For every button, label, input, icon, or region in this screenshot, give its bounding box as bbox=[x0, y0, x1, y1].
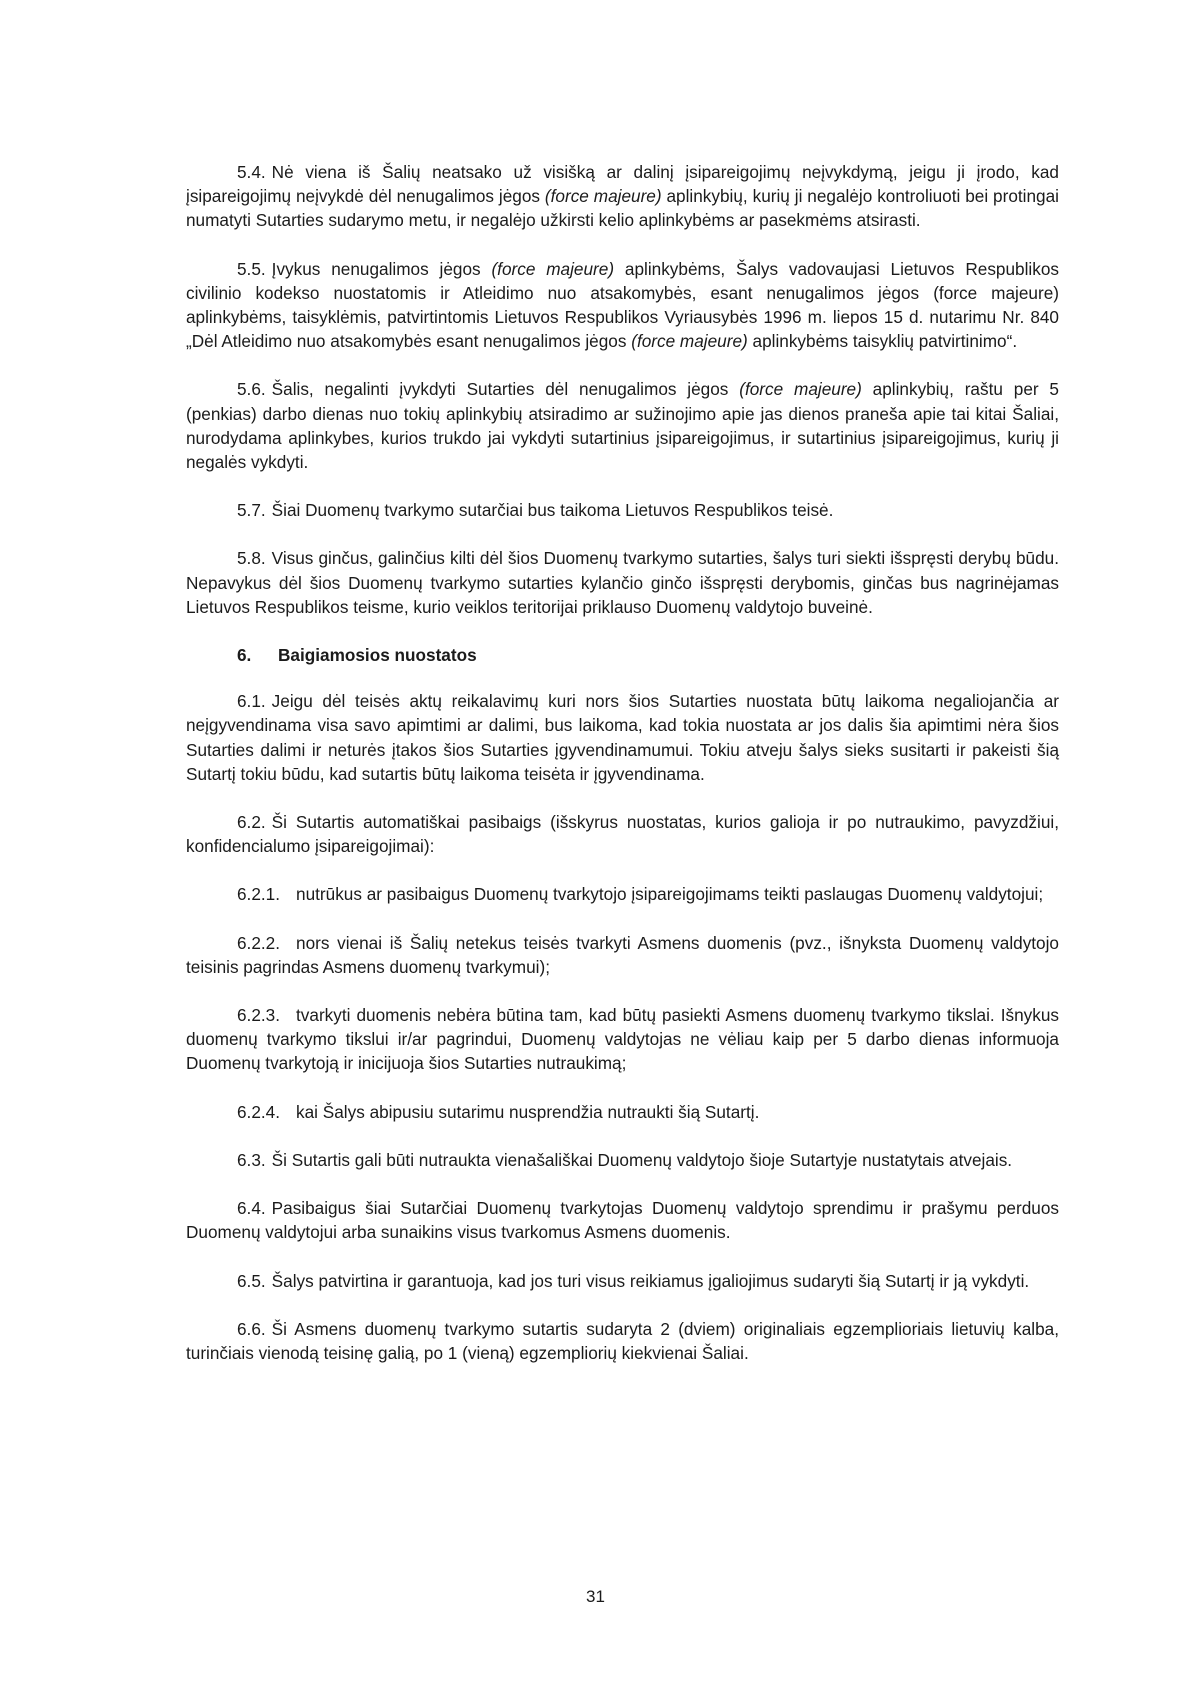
paragraph-5-6: 5.6. Šalis, negalinti įvykdyti Sutarties dėl nenugalimos jėgos (force majeure) aplinkybių, raštu per 5 (penkias) darbo dienas nuo tokių aplinkybių atsiradimo ar sužinojimo apie jas dienos praneša apie tai kitai Šaliai, nurodydama aplinkybes, kurios trukdo jai vykdyti sutartinius įsipareigojimus, ir sutartinius įsipareigojimus, kurių ji negalės vykdyti. bbox=[186, 379, 1059, 473]
paragraph-6-2-2: 6.2.2. nors vienai iš Šalių netekus teisės tvarkyti Asmens duomenis (pvz., išnyksta Duomenų valdytojo teisinis pagrindas Asmens duomenų tvarkymui); bbox=[186, 932, 1059, 977]
paragraph-5-7: 5.7. Šiai Duomenų tvarkymo sutarčiai bus taikoma Lietuvos Respublikos teisė. bbox=[237, 500, 834, 521]
paragraph-6-1: 6.1. Jeigu dėl teisės aktų reikalavimų kuri nors šios Sutarties nuostata būtų laikoma negaliojančia ar neįgyvendinama visa savo apimtimi ar dalimi, bus laikoma, kad tokia nuostata ar jos dalis šia apimtimi nėra šios Sutarties dalimi ir neturės įtakos šios Sutarties įgyvendinamumui. Tokiu atveju šalys sieks susitarti ir pakeisti šią Sutartį tokiu būdu, kad sutartis būtų laikoma teisėta ir įgyvendinama. bbox=[186, 691, 1059, 784]
italic-term: (force majeure) bbox=[544, 186, 662, 207]
document-page bbox=[186, 160, 1059, 1389]
paragraph-5-5: 5.5. Įvykus nenugalimos jėgos (force majeure) aplinkybėms, Šalys vadovaujasi Lietuvos Respublikos civilinio kodekso nuostatomis ir Atleidimo nuo atsakomybės, esant nenugalimos jėgos (force majeure) aplinkybėms, taisyklėmis, patvirtintomis Lietuvos Respublikos Vyriausybės 1996 m. liepos 15 d. nutarimu Nr. 840 „Dėl Atleidimo nuo atsakomybės esant nenugalimos jėgos (force majeure) aplinkybėms taisyklių patvirtinimo“. bbox=[186, 258, 1059, 352]
paragraph-6-2-3: 6.2.3. tvarkyti duomenis nebėra būtina tam, kad būtų pasiekti Asmens duomenų tvarkymo tikslai. Išnykus duomenų tvarkymo tikslui ir/ar pagrindui, Duomenų valdytojas ne vėliau kaip per 5 darbo dienas informuoja Duomenų tvarkytoją ir inicijuoja šios Sutarties nutraukimą; bbox=[186, 1005, 1059, 1074]
paragraph-5-8: 5.8. Visus ginčus, galinčius kilti dėl šios Duomenų tvarkymo sutarties, šalys turi siekti išspręsti derybų būdu. Nepavykus dėl šios Duomenų tvarkymo sutarties kylančio ginčo išspręsti derybomis, ginčas bus nagrinėjamas Lietuvos Respublikos teisme, kurio veiklos teritorijai priklauso Duomenų valdytojo buveinė. bbox=[186, 548, 1059, 617]
paragraph-6-2-1: 6.2.1. nutrūkus ar pasibaigus Duomenų tvarkytojo įsipareigojimams teikti paslaugas Duomenų valdytojui; bbox=[237, 884, 1044, 905]
paragraph-6-6: 6.6. Ši Asmens duomenų tvarkymo sutartis sudaryta 2 (dviem) originaliais egzemplioriais lietuvių kalba, turinčiais vienodą teisinę galią, po 1 (vieną) egzempliorių kiekvienai Šaliai. bbox=[186, 1318, 1059, 1363]
paragraph-6-4: 6.4. Pasibaigus šiai Sutarčiai Duomenų tvarkytojas Duomenų valdytojo sprendimu ir prašymu perduos Duomenų valdytojui arba sunaikins visus tvarkomus Asmens duomenis. bbox=[186, 1198, 1059, 1243]
paragraph-6-2: 6.2. Ši Sutartis automatiškai pasibaigs (išskyrus nuostatas, kurios galioja ir po nutraukimo, pavyzdžiui, konfidencialumo įsipareigojimai): bbox=[186, 812, 1059, 857]
paragraph-6-3: 6.3. Ši Sutartis gali būti nutraukta vienašališkai Duomenų valdytojo šioje Sutartyje nustatytais atvejais. bbox=[237, 1149, 1013, 1170]
italic-term: (force majeure) bbox=[739, 379, 862, 400]
italic-term: (force majeure) bbox=[631, 331, 748, 352]
section-heading: 6. Baigiamosios nuostatos bbox=[237, 645, 477, 666]
page-number: 31 bbox=[586, 1587, 605, 1606]
paragraph-6-5: 6.5. Šalys patvirtina ir garantuoja, kad jos turi visus reikiamus įgaliojimus sudaryti šią Sutartį ir ją vykdyti. bbox=[237, 1270, 1030, 1291]
section-title: Baigiamosios nuostatos bbox=[278, 645, 477, 666]
paragraph-6-2-4: 6.2.4. kai Šalys abipusiu sutarimu nusprendžia nutraukti šią Sutartį. bbox=[237, 1101, 760, 1122]
paragraph-5-4: 5.4. Nė viena iš Šalių neatsako už visišką ar dalinį įsipareigojimų neįvykdymą, jeigu ji įrodo, kad įsipareigojimų neįvykdė dėl nenugalimos jėgos (force majeure) aplinkybių, kurių ji negalėjo kontroliuoti bei protingai numatyti Sutarties sudarymo metu, ir negalėjo užkirsti kelio aplinkybėms ar pasekmėms atsirasti. bbox=[186, 162, 1059, 231]
italic-term: (force majeure) bbox=[491, 258, 615, 279]
